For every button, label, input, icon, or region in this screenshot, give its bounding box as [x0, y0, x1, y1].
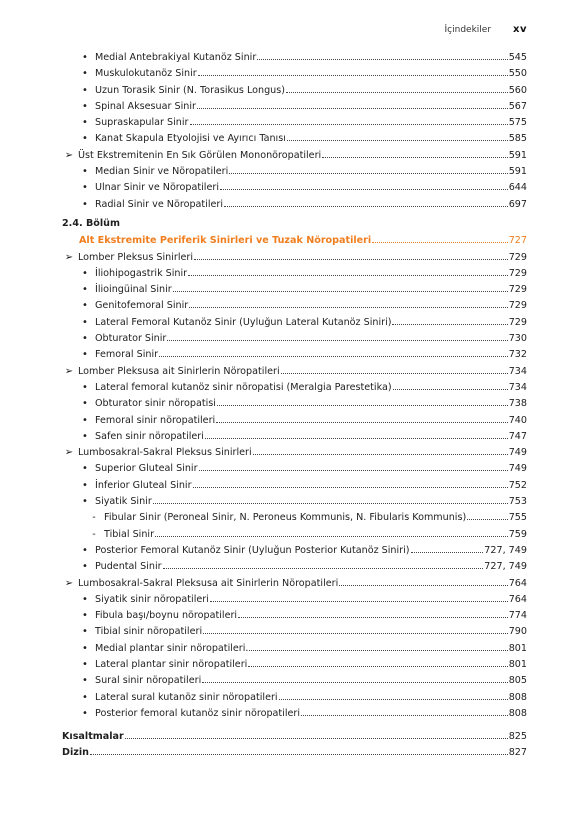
dot-leader — [372, 232, 508, 243]
bullet-icon: • — [82, 284, 88, 296]
toc-entry[interactable] — [0, 196, 583, 212]
bullet-icon: • — [82, 593, 88, 605]
dot-leader — [173, 281, 508, 292]
toc-entry-title: Dizin — [62, 747, 89, 759]
dot-leader — [287, 130, 508, 141]
toc-entry-page: 740 — [508, 414, 527, 426]
bullet-icon: • — [82, 133, 88, 145]
toc-entry-page: 727 — [508, 235, 527, 247]
toc-entry-page: 825 — [508, 731, 527, 743]
toc-entry[interactable] — [0, 346, 583, 362]
dot-leader — [393, 379, 508, 390]
dot-leader — [205, 428, 508, 439]
dot-leader — [220, 179, 508, 190]
toc-entry-title: İnferior Gluteal Sinir — [95, 479, 192, 491]
toc-entry[interactable] — [0, 509, 583, 525]
toc-entry-page: 738 — [508, 398, 527, 410]
toc-entry[interactable] — [0, 163, 583, 179]
dot-leader — [392, 314, 507, 325]
toc-entry-page: 729 — [508, 267, 527, 279]
dot-leader — [199, 460, 508, 471]
bullet-icon: • — [82, 381, 88, 393]
toc-entry[interactable] — [0, 297, 583, 313]
toc-entry[interactable] — [0, 249, 583, 265]
toc-chapter-title[interactable] — [0, 232, 583, 248]
arrow-bullet-icon: ➢ — [64, 365, 74, 377]
bullet-icon: • — [82, 658, 88, 670]
dot-leader — [229, 163, 507, 174]
dot-leader — [188, 265, 508, 276]
page-number: xv — [513, 24, 527, 35]
toc-entry[interactable] — [0, 330, 583, 346]
toc-entry-title: Lateral sural kutanöz sinir nöropatileri — [95, 691, 278, 703]
bullet-icon: • — [82, 544, 88, 556]
dot-leader — [253, 444, 508, 455]
toc-entry-title: Uzun Torasik Sinir (N. Torasikus Longus) — [95, 84, 285, 96]
toc-entry-title: Tibial sinir nöropatileri — [95, 626, 203, 638]
dot-leader — [339, 575, 507, 586]
toc-entry[interactable] — [0, 526, 583, 542]
toc-entry-title: Safen sinir nöropatileri — [95, 430, 204, 442]
toc-entry[interactable] — [0, 395, 583, 411]
toc-entry-title: Lomber Pleksusa ait Sinirlerin Nöropatileri — [78, 365, 280, 377]
dot-leader — [194, 249, 508, 260]
toc-entry[interactable] — [0, 49, 583, 65]
toc-entry-title: Obturator sinir nöropatisi — [95, 398, 216, 410]
bullet-icon: • — [82, 463, 88, 475]
toc-entry-title: İlioingüinal Sinir — [95, 284, 172, 296]
bullet-icon: • — [82, 100, 88, 112]
toc-entry-title: Tibial Sinir — [104, 528, 155, 540]
dot-leader — [163, 558, 484, 569]
toc-entry-page: 755 — [508, 512, 527, 524]
bullet-icon: • — [82, 675, 88, 687]
toc-entry-page: 729 — [508, 300, 527, 312]
toc-entry-page: 560 — [508, 84, 527, 96]
toc-entry-title: Ulnar Sinir ve Nöropatileri — [95, 182, 219, 194]
bullet-icon: • — [82, 198, 88, 210]
toc-entry[interactable] — [0, 623, 583, 639]
toc-entry-page: 790 — [508, 626, 527, 638]
toc-entry[interactable] — [0, 82, 583, 98]
dot-leader — [125, 728, 508, 739]
dot-leader — [217, 395, 508, 406]
toc-entry[interactable] — [0, 412, 583, 428]
toc-entry[interactable] — [0, 314, 583, 330]
toc-entry-title: İliohipogastrik Sinir — [95, 267, 188, 279]
bullet-icon: • — [82, 561, 88, 573]
toc-entry-title: Lateral plantar sinir nöropatileri — [95, 658, 248, 670]
bullet-icon: • — [82, 84, 88, 96]
toc-entry-page: 729 — [508, 251, 527, 263]
toc-entry-page: 575 — [508, 117, 527, 129]
toc-entry-title: Pudental Sinir — [95, 561, 162, 573]
toc-entry[interactable] — [0, 428, 583, 444]
bullet-icon: • — [82, 333, 88, 345]
toc-entry-page: 753 — [508, 496, 527, 508]
toc-entry[interactable] — [0, 493, 583, 509]
toc-entry[interactable] — [0, 444, 583, 460]
bullet-icon: • — [82, 626, 88, 638]
dash-bullet-icon: - — [92, 512, 96, 524]
toc-entry[interactable] — [0, 65, 583, 81]
toc-entry-title: Medial plantar sinir nöropatileri. — [95, 642, 249, 654]
toc-entry-page: 729 — [508, 284, 527, 296]
arrow-bullet-icon: ➢ — [64, 251, 74, 263]
toc-entry[interactable] — [0, 477, 583, 493]
toc-entry[interactable] — [0, 460, 583, 476]
toc-entry-title: Femoral Sinir — [95, 349, 159, 361]
toc-entry[interactable] — [0, 379, 583, 395]
bullet-icon: • — [82, 707, 88, 719]
toc-entry[interactable] — [0, 672, 583, 688]
toc-entry-page: 734 — [508, 365, 527, 377]
toc-entry-page: 801 — [508, 642, 527, 654]
toc-entry[interactable] — [0, 281, 583, 297]
toc-entry-page: 749 — [508, 463, 527, 475]
toc-entry-title: Genitofemoral Sinir — [95, 300, 189, 312]
toc-entry[interactable] — [0, 265, 583, 281]
bullet-icon: • — [82, 496, 88, 508]
toc-entry-title: Lumbosakral-Sakral Pleksus Sinirleri — [78, 447, 252, 459]
toc-entry-title: Obturator Sinir — [95, 333, 167, 345]
bullet-icon: • — [82, 68, 88, 80]
dot-leader — [189, 297, 507, 308]
toc-entry-title: Üst Ekstremitenin En Sık Görülen Mononöropatileri — [78, 149, 322, 161]
dot-leader — [193, 477, 508, 488]
dash-bullet-icon: - — [92, 528, 96, 540]
dot-leader — [224, 196, 508, 207]
toc-entry-title: Alt Ekstremite Periferik Sinirleri ve Tuzak Nöropatileri — [79, 235, 372, 247]
toc-entry-page: 729 — [508, 316, 527, 328]
toc-entry-title: Fibula başı/boynu nöropatileri — [95, 610, 238, 622]
bullet-icon: • — [82, 349, 88, 361]
toc-entry[interactable] — [0, 558, 583, 574]
toc-entry-page: 774 — [508, 610, 527, 622]
toc-entry[interactable] — [0, 607, 583, 623]
dot-leader — [249, 640, 507, 651]
arrow-bullet-icon: ➢ — [64, 447, 74, 459]
toc-entry-title: Posterior Femoral Kutanöz Sinir (Uyluğun Posterior Kutanöz Siniri) — [95, 544, 410, 556]
running-header — [445, 24, 527, 35]
bullet-icon: • — [82, 642, 88, 654]
dot-leader — [197, 98, 508, 109]
bullet-icon: • — [82, 300, 88, 312]
dot-leader — [411, 542, 484, 553]
dot-leader — [322, 147, 507, 158]
toc-entry-page: 808 — [508, 691, 527, 703]
toc-entry[interactable] — [0, 130, 583, 146]
toc-entry-title: Kısaltmalar — [62, 731, 124, 743]
bullet-icon: • — [82, 398, 88, 410]
dot-leader — [198, 65, 508, 76]
toc-entry[interactable] — [0, 98, 583, 114]
toc-entry-title: Muskulokutanöz Sinir — [95, 68, 197, 80]
toc-entry[interactable] — [0, 689, 583, 705]
toc-entry[interactable] — [0, 179, 583, 195]
toc-entry-page: 644 — [508, 182, 527, 194]
toc-entry[interactable] — [0, 640, 583, 656]
toc-entry-page: 805 — [508, 675, 527, 687]
toc-entry-title: Lateral Femoral Kutanöz Sinir (Uyluğun Lateral Kutanöz Siniri) — [95, 316, 392, 328]
dot-leader — [202, 672, 507, 683]
toc-entry-title: Sural sinir nöropatileri — [95, 675, 202, 687]
dot-leader — [167, 330, 507, 341]
toc-entry-title: Median Sinir ve Nöropatileri — [95, 166, 229, 178]
toc-entry-title: Lomber Pleksus Sinirleri — [78, 251, 194, 263]
table-of-contents — [0, 49, 583, 761]
toc-entry-page: 808 — [508, 707, 527, 719]
dot-leader — [203, 623, 508, 634]
toc-entry[interactable] — [0, 575, 583, 591]
toc-entry-page: 591 — [508, 149, 527, 161]
bullet-icon: • — [82, 430, 88, 442]
toc-entry-page: 764 — [508, 577, 527, 589]
toc-entry-page: 764 — [508, 593, 527, 605]
dot-leader — [155, 526, 508, 537]
toc-entry-page: 545 — [508, 52, 527, 63]
bullet-icon: • — [82, 610, 88, 622]
toc-entry[interactable] — [0, 542, 583, 558]
toc-entry-title: 2.4. Bölüm — [62, 217, 120, 229]
toc-entry[interactable] — [0, 744, 583, 760]
toc-entry[interactable] — [0, 705, 583, 721]
dot-leader — [216, 412, 508, 423]
dot-leader — [281, 363, 508, 374]
toc-entry-page: 727, 749 — [484, 561, 527, 573]
bullet-icon: • — [82, 52, 88, 63]
dot-leader — [279, 689, 508, 700]
toc-entry-page: 567 — [508, 100, 527, 112]
toc-entry-page: 727, 749 — [484, 544, 527, 556]
dot-leader — [301, 705, 508, 716]
arrow-bullet-icon: ➢ — [64, 149, 74, 161]
toc-entry-title: Supraskapular Sinir — [95, 117, 189, 129]
arrow-bullet-icon: ➢ — [64, 577, 74, 589]
bullet-icon: • — [82, 267, 88, 279]
bullet-icon: • — [82, 316, 88, 328]
toc-entry[interactable] — [0, 656, 583, 672]
toc-entry-title: Fibular Sinir (Peroneal Sinir, N. Peroneus Kommunis, N. Fibularis Kommunis) — [104, 512, 467, 524]
toc-entry-title: Lateral femoral kutanöz sinir nöropatisi (Meralgia Parestetika) — [95, 381, 392, 393]
dot-leader — [238, 607, 508, 618]
toc-entry-page: 747 — [508, 430, 527, 442]
toc-entry-page: 734 — [508, 381, 527, 393]
toc-entry-page: 591 — [508, 166, 527, 178]
toc-entry-page: 827 — [508, 747, 527, 759]
dot-leader — [190, 114, 508, 125]
toc-entry[interactable] — [0, 147, 583, 163]
dot-leader — [248, 656, 507, 667]
dot-leader — [257, 49, 507, 60]
dot-leader — [467, 509, 507, 520]
toc-entry-title: Femoral sinir nöropatileri — [95, 414, 216, 426]
bullet-icon: • — [82, 414, 88, 426]
toc-entry-title: Lumbosakral-Sakral Pleksusa ait Sinirlerin Nöropatileri — [78, 577, 339, 589]
toc-entry-title: Siyatik sinir nöropatileri — [95, 593, 209, 605]
toc-chapter-heading[interactable] — [0, 216, 583, 232]
toc-entry-page: 550 — [508, 68, 527, 80]
bullet-icon: • — [82, 166, 88, 178]
bullet-icon: • — [82, 691, 88, 703]
toc-entry-title: Siyatik Sinir — [95, 496, 152, 508]
toc-entry-title: Superior Gluteal Sinir — [95, 463, 198, 475]
running-header-section: İçindekiler — [444, 25, 492, 35]
toc-entry-page: 585 — [508, 133, 527, 145]
dot-leader — [90, 744, 508, 755]
toc-entry[interactable] — [0, 591, 583, 607]
toc-entry-title: Spinal Aksesuar Sinir — [95, 100, 196, 112]
toc-entry-page: 752 — [508, 479, 527, 491]
toc-entry-page: 759 — [508, 528, 527, 540]
toc-entry-page: 730 — [508, 333, 527, 345]
toc-entry-title: Medial Antebrakiyal Kutanöz Sinir — [95, 52, 257, 63]
toc-entry-page: 801 — [508, 658, 527, 670]
bullet-icon: • — [82, 182, 88, 194]
dot-leader — [210, 591, 508, 602]
toc-entry-page: 732 — [508, 349, 527, 361]
toc-entry[interactable] — [0, 114, 583, 130]
dot-leader — [159, 346, 508, 357]
dot-leader — [286, 82, 508, 93]
toc-entry[interactable] — [0, 363, 583, 379]
bullet-icon: • — [82, 479, 88, 491]
toc-entry-title: Posterior femoral kutanöz sinir nöropatileri — [95, 707, 301, 719]
toc-entry-page: 749 — [508, 447, 527, 459]
toc-entry-page: 697 — [508, 198, 527, 210]
bullet-icon: • — [82, 117, 88, 129]
dot-leader — [153, 493, 508, 504]
toc-entry[interactable] — [0, 728, 583, 744]
toc-entry-title: Radial Sinir ve Nöropatileri — [95, 198, 224, 210]
toc-entry-title: Kanat Skapula Etyolojisi ve Ayırıcı Tanısı — [95, 133, 286, 145]
